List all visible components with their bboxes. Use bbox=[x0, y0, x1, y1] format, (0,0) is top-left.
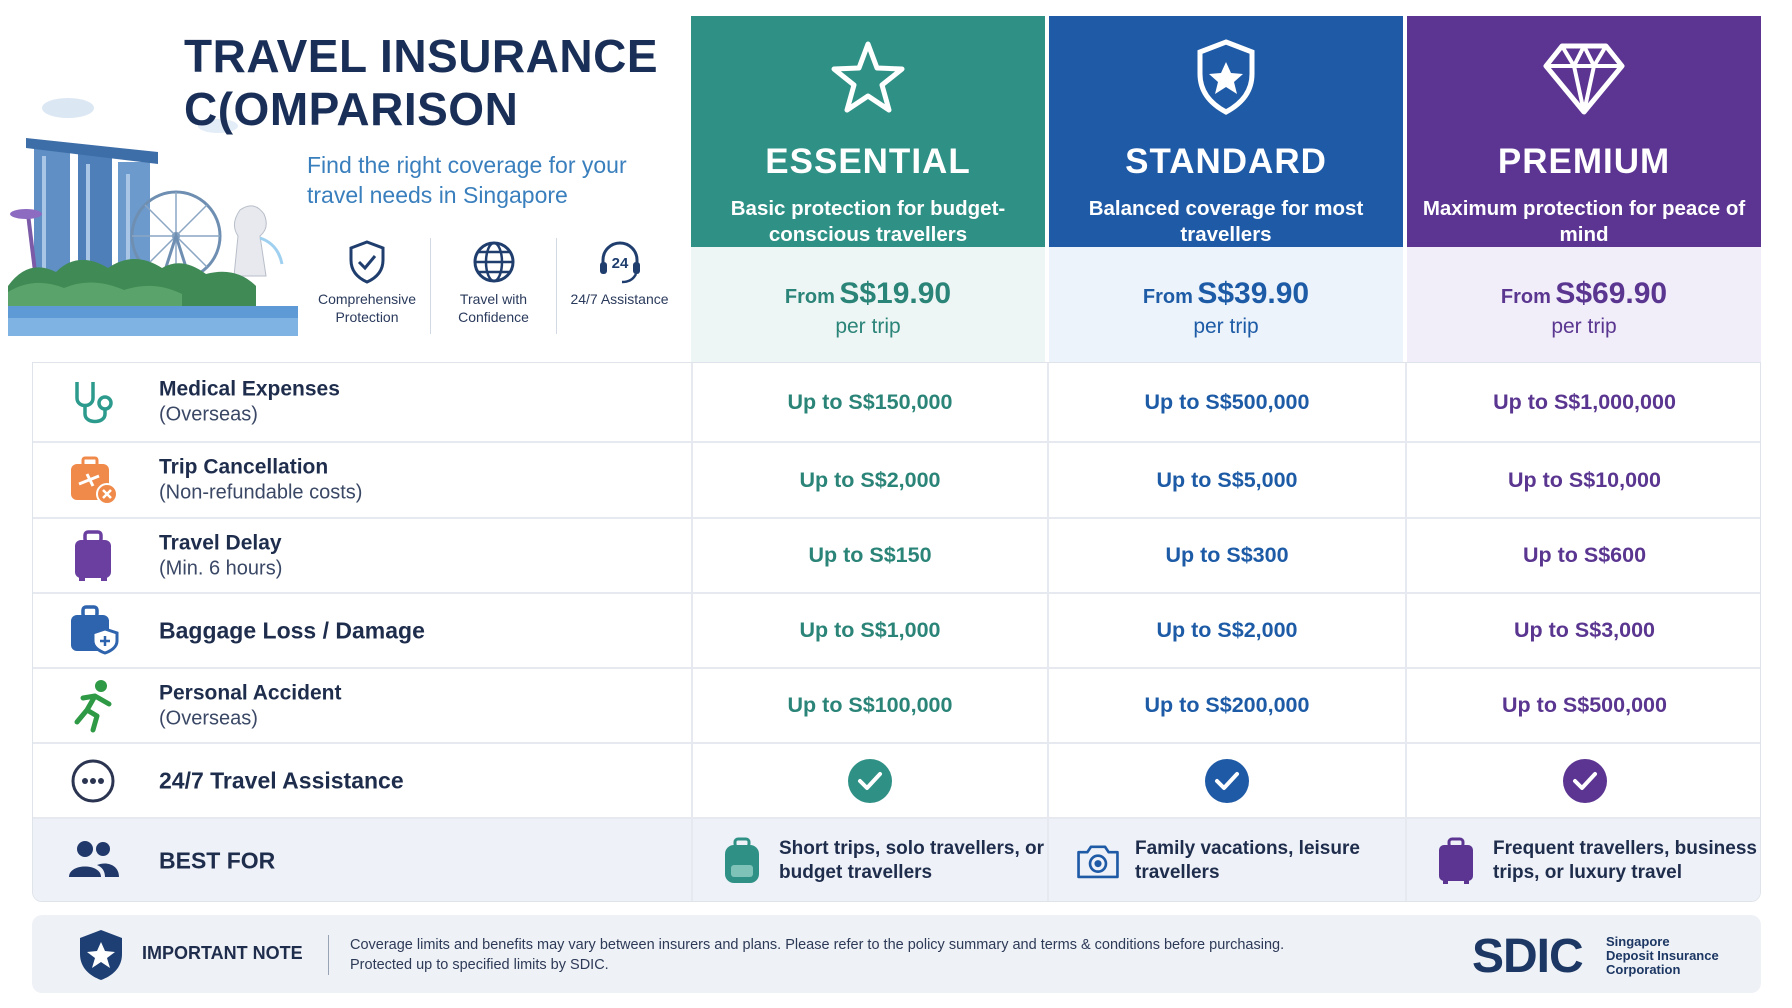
coverage-value-premium: Up to S$600 bbox=[1522, 543, 1647, 567]
price-amount: S$19.90 bbox=[839, 277, 952, 310]
assistance-badge-text: 24 bbox=[611, 255, 628, 272]
row-label-cell bbox=[33, 819, 691, 902]
plan-name: ESSENTIAL bbox=[765, 142, 971, 181]
chat-bubble-icon bbox=[65, 753, 121, 809]
coverage-value-standard: Up to S$2,000 bbox=[1156, 618, 1298, 642]
price-period: per trip bbox=[835, 315, 901, 338]
sdic-org-name bbox=[1606, 935, 1719, 977]
title-line-1: TRAVEL INSURANCE bbox=[184, 30, 658, 82]
row-name: Personal Accident bbox=[159, 681, 342, 704]
feature-protection bbox=[304, 238, 430, 334]
best-for-text: Frequent travellers, business trips, or luxury travel bbox=[1493, 838, 1757, 883]
row-subtitle: (Min. 6 hours) bbox=[159, 557, 283, 579]
plan-header-premium[interactable] bbox=[1407, 16, 1761, 247]
plan-description: Balanced coverage for most travellers bbox=[1088, 197, 1364, 246]
coverage-value-premium: Up to S$10,000 bbox=[1508, 467, 1661, 492]
best-for-standard bbox=[1047, 819, 1405, 902]
org-line: Deposit Insurance bbox=[1606, 948, 1719, 963]
sdic-logo: SDIC bbox=[1472, 930, 1583, 983]
row-name: Trip Cancellation bbox=[159, 455, 329, 479]
coverage-value-essential: Up to S$150,000 bbox=[787, 389, 953, 414]
coverage-value-premium: Up to S$1,000,000 bbox=[1493, 389, 1676, 414]
feature-label: 24/7 Assistance bbox=[570, 291, 669, 307]
important-note-bar bbox=[32, 915, 1761, 993]
best-for-premium bbox=[1405, 819, 1761, 902]
row-label-cell bbox=[33, 744, 691, 817]
table-row-trip-cancellation bbox=[33, 443, 1761, 519]
coverage-value-standard: Up to S$500,000 bbox=[1144, 389, 1310, 414]
coverage-value-premium: Up to S$500,000 bbox=[1502, 693, 1667, 717]
coverage-value-standard: Up to S$300 bbox=[1165, 543, 1289, 567]
row-name: 24/7 Travel Assistance bbox=[159, 767, 404, 793]
best-for-text: Short trips, solo travellers, or budget travellers bbox=[779, 838, 1045, 883]
star-icon bbox=[828, 38, 908, 118]
plan-description: Maximum protection for peace of mind bbox=[1422, 197, 1746, 246]
price-essential bbox=[691, 247, 1045, 364]
plan-name: PREMIUM bbox=[1497, 142, 1671, 181]
feature-label: Comprehensive Protection bbox=[317, 291, 417, 325]
table-row-medical bbox=[33, 363, 1761, 443]
cancelled-flight-icon bbox=[65, 452, 121, 508]
luggage-shield-icon bbox=[65, 603, 121, 659]
check-icon bbox=[848, 759, 892, 803]
note-label: IMPORTANT NOTE bbox=[142, 943, 303, 963]
title-line-2: C(OMPARISON bbox=[184, 83, 519, 135]
coverage-value-essential: Up to S$100,000 bbox=[787, 693, 953, 717]
page-title bbox=[184, 30, 664, 136]
org-line: Singapore bbox=[1606, 934, 1670, 949]
coverage-value-essential: Up to S$150 bbox=[808, 543, 932, 567]
globe-icon bbox=[470, 238, 518, 286]
price-standard bbox=[1049, 247, 1403, 364]
coverage-value-essential: Up to S$2,000 bbox=[799, 467, 941, 492]
coverage-value-standard: Up to S$5,000 bbox=[1156, 467, 1298, 492]
stethoscope-icon bbox=[65, 374, 121, 430]
row-label-cell bbox=[33, 443, 691, 517]
backpack-icon bbox=[719, 837, 765, 885]
suitcase-icon bbox=[65, 528, 121, 584]
plan-name: STANDARD bbox=[1125, 142, 1327, 181]
shield-star-icon bbox=[76, 928, 126, 982]
shield-check-icon bbox=[343, 238, 391, 286]
check-icon bbox=[1563, 759, 1607, 803]
feature-strip bbox=[304, 238, 684, 334]
org-line: Corporation bbox=[1606, 962, 1681, 977]
table-row-personal-accident bbox=[33, 669, 1761, 744]
price-amount: S$39.90 bbox=[1197, 277, 1310, 310]
people-icon bbox=[65, 833, 121, 889]
plan-header-standard[interactable] bbox=[1049, 16, 1403, 247]
headset-24-icon bbox=[596, 238, 644, 286]
coverage-value-premium: Up to S$3,000 bbox=[1514, 618, 1655, 642]
coverage-table bbox=[32, 362, 1761, 902]
note-text: Coverage limits and benefits may vary between insurers and plans. Please refer to the policy summary and terms & conditions before purchasing. Protected up to specified limits by SDIC. bbox=[350, 937, 1285, 973]
row-label-cell bbox=[33, 363, 691, 441]
row-subtitle: (Overseas) bbox=[159, 403, 258, 426]
note-divider bbox=[328, 935, 329, 975]
table-row-travel-delay bbox=[33, 519, 1761, 594]
coverage-value-essential: Up to S$1,000 bbox=[799, 618, 941, 642]
running-person-icon bbox=[65, 678, 121, 734]
feature-assistance bbox=[556, 238, 682, 334]
table-row-best-for bbox=[33, 819, 1761, 902]
feature-confidence bbox=[430, 238, 556, 334]
price-amount: S$69.90 bbox=[1555, 277, 1668, 310]
price-prefix: From bbox=[784, 286, 835, 308]
price-prefix: From bbox=[1142, 286, 1193, 308]
row-subtitle: (Overseas) bbox=[159, 707, 258, 729]
diamond-icon bbox=[1542, 38, 1626, 118]
feature-label: Travel with Confidence bbox=[458, 291, 529, 325]
price-period: per trip bbox=[1193, 315, 1259, 338]
best-for-text: Family vacations, leisure travellers bbox=[1135, 838, 1360, 883]
row-label-cell bbox=[33, 594, 691, 667]
briefcase-icon bbox=[1433, 837, 1479, 885]
row-name: Travel Delay bbox=[159, 531, 282, 554]
price-prefix: From bbox=[1500, 286, 1551, 308]
row-subtitle: (Non-refundable costs) bbox=[159, 481, 363, 504]
best-for-label: BEST FOR bbox=[159, 847, 276, 874]
row-name: Medical Expenses bbox=[159, 377, 340, 401]
camera-icon bbox=[1075, 837, 1121, 885]
price-premium bbox=[1407, 247, 1761, 364]
row-name: Baggage Loss / Damage bbox=[159, 617, 425, 643]
table-row-assistance bbox=[33, 744, 1761, 819]
row-label-cell bbox=[33, 669, 691, 742]
best-for-essential bbox=[691, 819, 1047, 902]
plan-header-essential[interactable] bbox=[691, 16, 1045, 247]
price-period: per trip bbox=[1551, 315, 1617, 338]
shield-star-icon bbox=[1186, 38, 1266, 118]
row-label-cell bbox=[33, 519, 691, 592]
page-subtitle: Find the right coverage for your travel needs in Singapore bbox=[307, 152, 627, 208]
plan-description: Basic protection for budget-conscious travellers bbox=[730, 197, 1006, 246]
check-icon bbox=[1205, 759, 1249, 803]
coverage-value-standard: Up to S$200,000 bbox=[1144, 693, 1310, 717]
table-row-baggage bbox=[33, 594, 1761, 669]
